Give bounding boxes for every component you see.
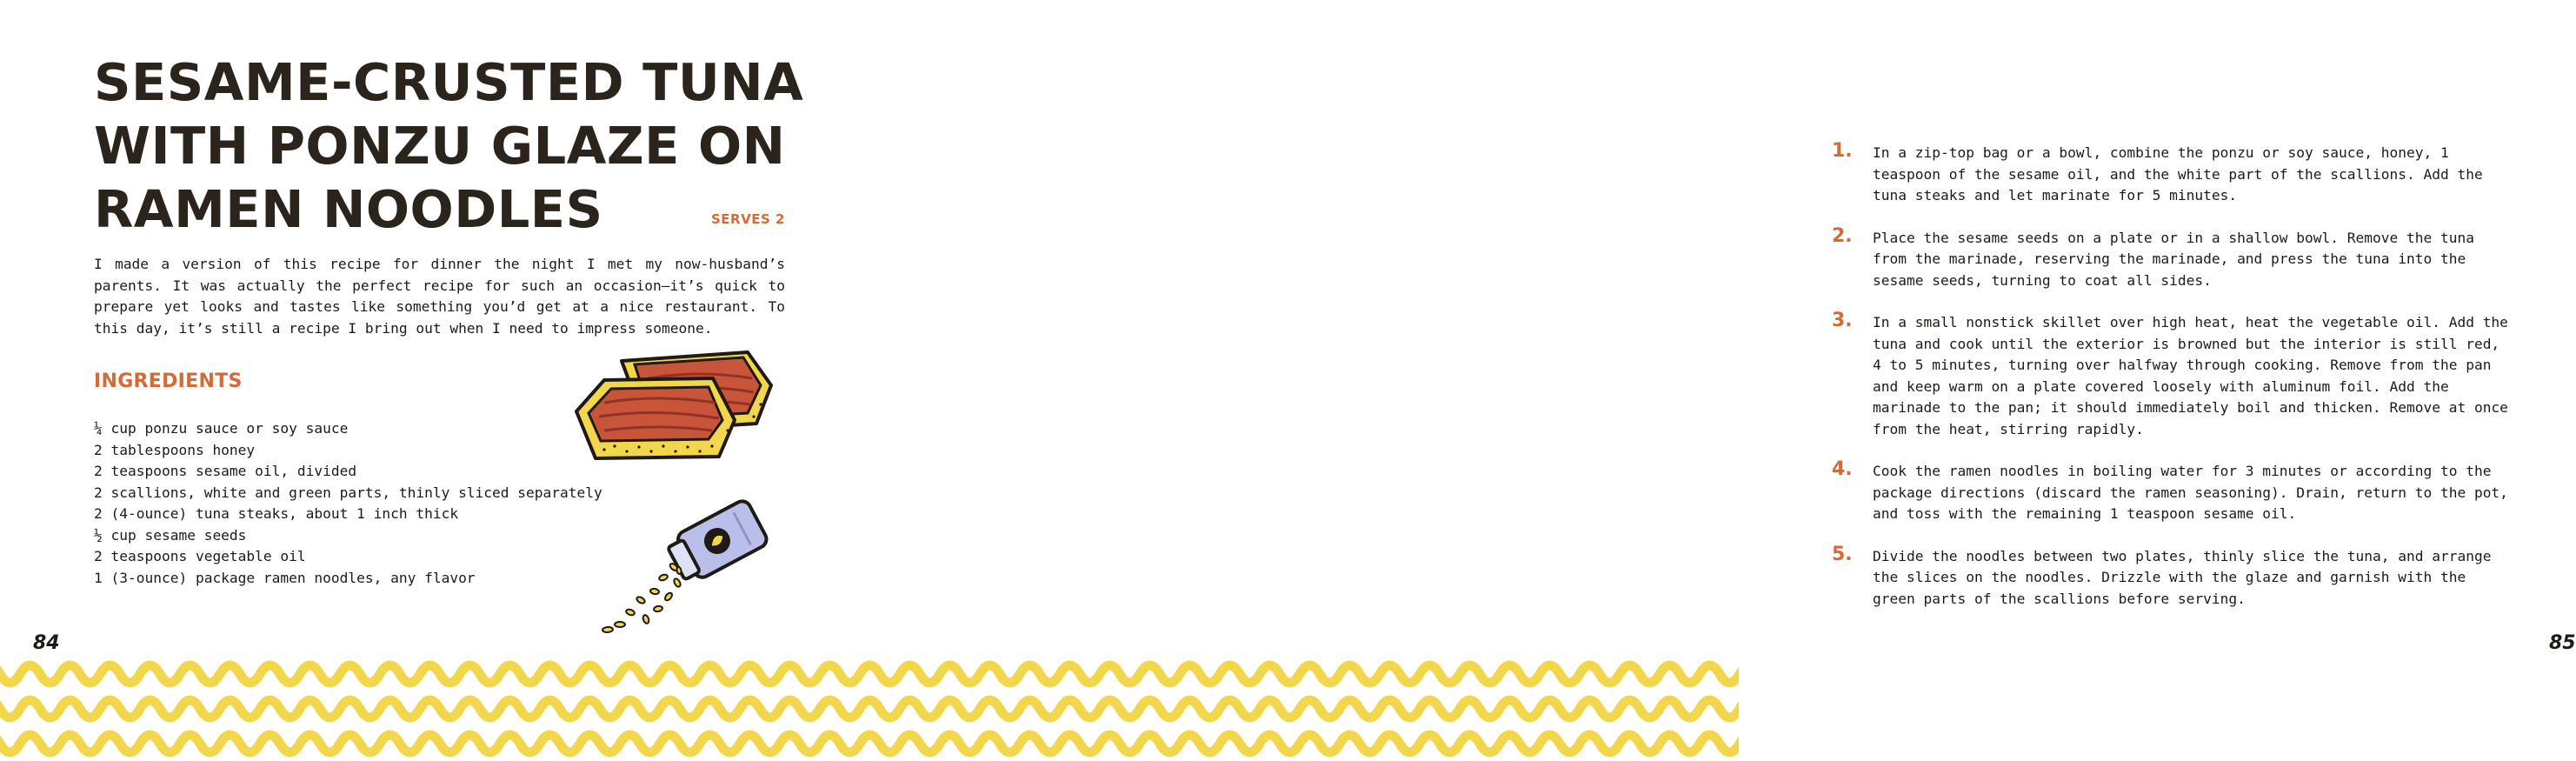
ingredient-item: 1 (3-ounce) package ramen noodles, any flavor (94, 569, 476, 586)
ingredients-list (94, 418, 602, 589)
right-page (869, 0, 2576, 761)
page-number-right: 85 (2549, 632, 2576, 654)
ingredient-item: 2 (4-ounce) tuna steaks, about 1 inch thick (94, 505, 459, 522)
ingredients-heading: INGREDIENTS (94, 370, 243, 392)
method-steps (1832, 140, 2510, 631)
step-item (1832, 458, 2510, 525)
tuna-steaks-illustration (569, 344, 778, 465)
ingredient-item: 2 tablespoons honey (94, 441, 256, 458)
step-item (1832, 543, 2510, 611)
ingredient-item: 2 teaspoons vegetable oil (94, 548, 306, 564)
step-number: 5. (1832, 543, 1853, 565)
sesame-seed-jar-icon (587, 497, 787, 637)
serves-label: SERVES 2 (711, 211, 785, 227)
title-line: RAMEN NOODLES (94, 179, 603, 239)
step-item (1832, 140, 2510, 207)
step-number: 1. (1832, 140, 1853, 162)
step-number: 2. (1832, 224, 1853, 247)
step-number: 3. (1832, 310, 1853, 331)
ingredient-item: ½ cup sesame seeds (94, 526, 247, 544)
step-text: In a small nonstick skillet over high heat, heat the vegetable oil. Add the tuna and cook until the exterior is browned but the interior is still red, 4 to 5 minutes, turning over halfway through cooking. Remove from the pan and keep warm on a plate covered loosely with aluminum foil. Add the marinade to the pan; it should immediately boil and thicken. Remove at once from the heat, stirring rapidly. (1873, 314, 2508, 437)
ingredient-item: 2 teaspoons sesame oil, divided (94, 463, 357, 479)
ingredient-item: ¼ cup ponzu sauce or soy sauce (94, 420, 349, 437)
step-item (1832, 312, 2510, 440)
left-page (0, 0, 869, 761)
title-line: WITH PONZU GLAZE ON (94, 116, 786, 176)
step-item (1832, 224, 2510, 292)
ingredient-item: 2 scallions, white and green parts, thinly sliced separately (94, 484, 602, 501)
title-line: SESAME-CRUSTED TUNA (94, 52, 804, 112)
step-text: Cook the ramen noodles in boiling water for 3 minutes or according to the package directions (discard the ramen seasoning). Drain, return to the pot, and toss with the remaining 1 teaspoon sesame oil. (1873, 463, 2508, 522)
recipe-intro: I made a version of this recipe for dinner the night I met my now-husband’s parents. It was actually the perfect recipe for such an occasion—it’s quick to prepare yet looks and tastes like something you’d get at a nice restaurant. To this day, it’s still a recipe I bring out when I need to impress someone. (94, 256, 785, 337)
page-number-left: 84 (33, 632, 60, 654)
step-number: 4. (1832, 458, 1853, 480)
step-text: In a zip-top bag or a bowl, combine the ponzu or soy sauce, honey, 1 teaspoon of the sesame oil, and the white part of the scallions. Add the tuna steaks and let marinate for 5 minutes. (1873, 144, 2483, 204)
step-text: Place the sesame seeds on a plate or in a shallow bowl. Remove the tuna from the marinade, reserving the marinade, and press the tuna into the sesame seeds, turning to coat all sides. (1873, 229, 2474, 289)
step-text: Divide the noodles between two plates, thinly slice the tuna, and arrange the slices on the noodles. Drizzle with the glaze and garnish with the green parts of the scallions before serving. (1873, 547, 2492, 607)
wavy-noodle-border (0, 657, 1739, 761)
